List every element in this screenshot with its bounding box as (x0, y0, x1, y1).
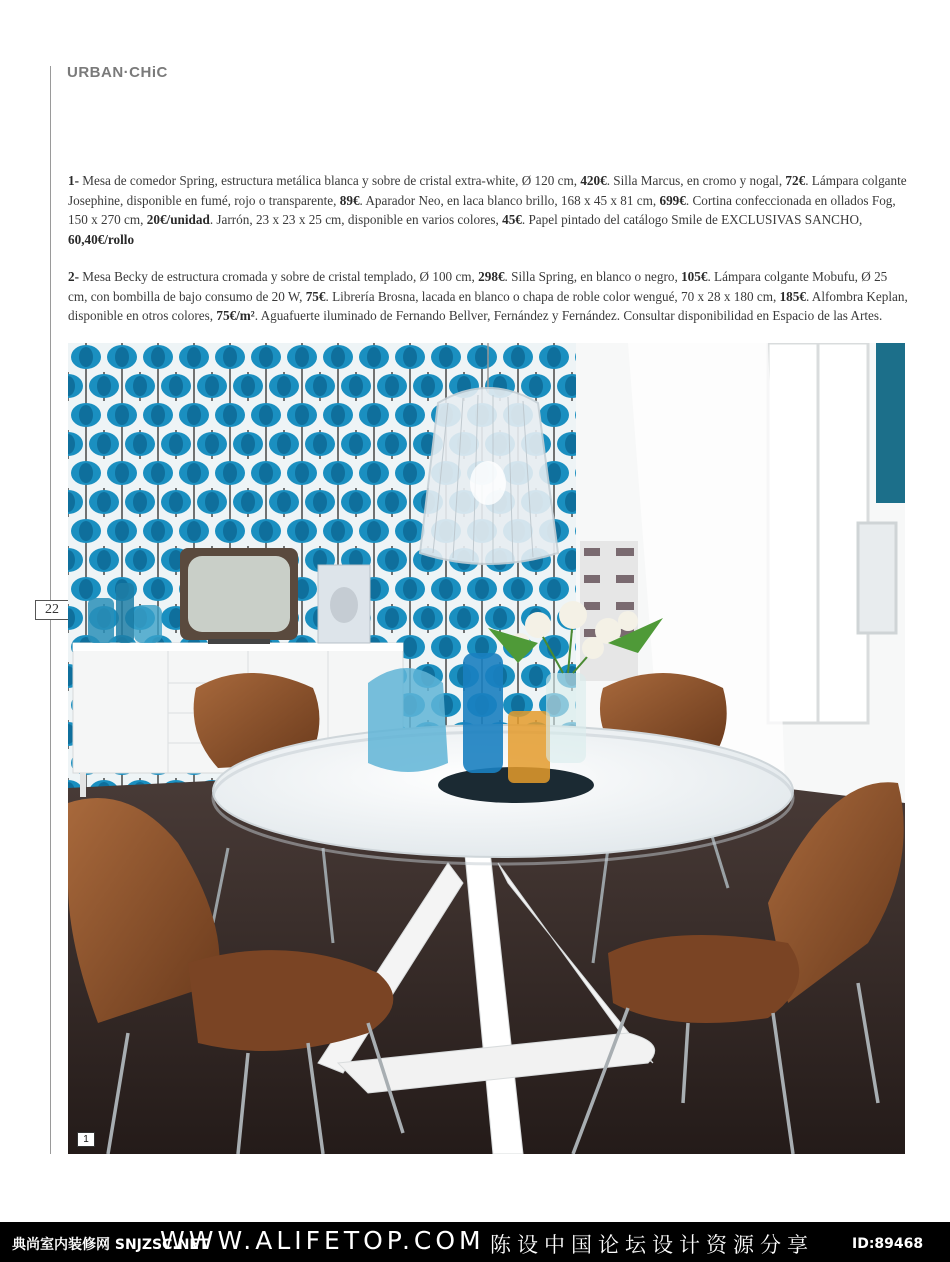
caption-text: . Alfombra Keplan, disponible en otros colores, (68, 288, 908, 324)
caption-text: . Lámpara colgante Mobufu, Ø 25 cm, con bombilla de bajo consumo de 20 W, (68, 269, 888, 304)
caption-text: . Cortina confeccionada en ollados Fog, 150 x 270 cm, (68, 192, 896, 228)
footer-site-name: 典尚室内装修网 SNJZSC.NET (12, 1237, 209, 1253)
footer-slogan: 陈设中国论坛设计资源分享 (490, 1233, 814, 1257)
caption-text: . Aparador Neo, en laca blanco brillo, 168 x 45 x 81 cm, (359, 192, 660, 208)
caption-2 (68, 267, 908, 326)
caption-highlight: 89€ (339, 192, 360, 208)
caption-text: Mesa de comedor Spring, estructura metálica blanca y sobre de cristal extra-white, Ø 120 cm, (79, 173, 581, 189)
watermark-footer (0, 1222, 950, 1262)
caption-text: . Aguafuerte iluminado de Fernando Bellver, Fernández y Fernández. Consultar disponibilidad en Espacio de las Artes. (254, 308, 883, 324)
caption-highlight: 2- (68, 269, 79, 285)
caption-highlight: 45€ (502, 212, 522, 228)
caption-highlight: 699€ (659, 192, 686, 208)
caption-highlight: 75€/m² (216, 308, 255, 324)
page-number: 22 (35, 600, 69, 620)
caption-highlight: 1- (68, 173, 79, 189)
caption-text: . Papel pintado del catálogo Smile de EXCLUSIVAS SANCHO, (521, 212, 863, 228)
caption-highlight: 60,40€/rollo (68, 231, 135, 247)
caption-text: . Silla Spring, en blanco o negro, (504, 269, 682, 285)
caption-text: . Silla Marcus, en cromo y nogal, (606, 173, 786, 189)
caption-1 (68, 171, 908, 249)
footer-id: ID:89468 (852, 1236, 924, 1252)
caption-highlight: 420€ (580, 173, 607, 189)
caption-highlight: 105€ (681, 269, 708, 285)
photo-number: 1 (77, 1132, 95, 1147)
caption-highlight: 20€/unidad (146, 212, 210, 228)
caption-highlight: 75€ (305, 288, 326, 304)
caption-text: . Librería Brosna, lacada en blanco o chapa de roble color wengué, 70 x 28 x 180 cm, (325, 288, 780, 304)
footer-url: WWW.ALIFETOP.COM (160, 1226, 485, 1255)
dining-room-photo (68, 343, 905, 1154)
caption-highlight: 298€ (478, 269, 505, 285)
caption-text: . Lámpara colgante Josephine, disponible en fumé, rojo o transparente, (68, 173, 907, 208)
caption-highlight: 72€ (785, 173, 806, 189)
section-title: URBAN·CHiC (67, 64, 168, 81)
caption-text: . Jarrón, 23 x 23 x 25 cm, disponible en varios colores, (209, 212, 503, 228)
caption-text: Mesa Becky de estructura cromada y sobre de cristal templado, Ø 100 cm, (79, 269, 479, 285)
caption-highlight: 185€ (779, 288, 806, 304)
